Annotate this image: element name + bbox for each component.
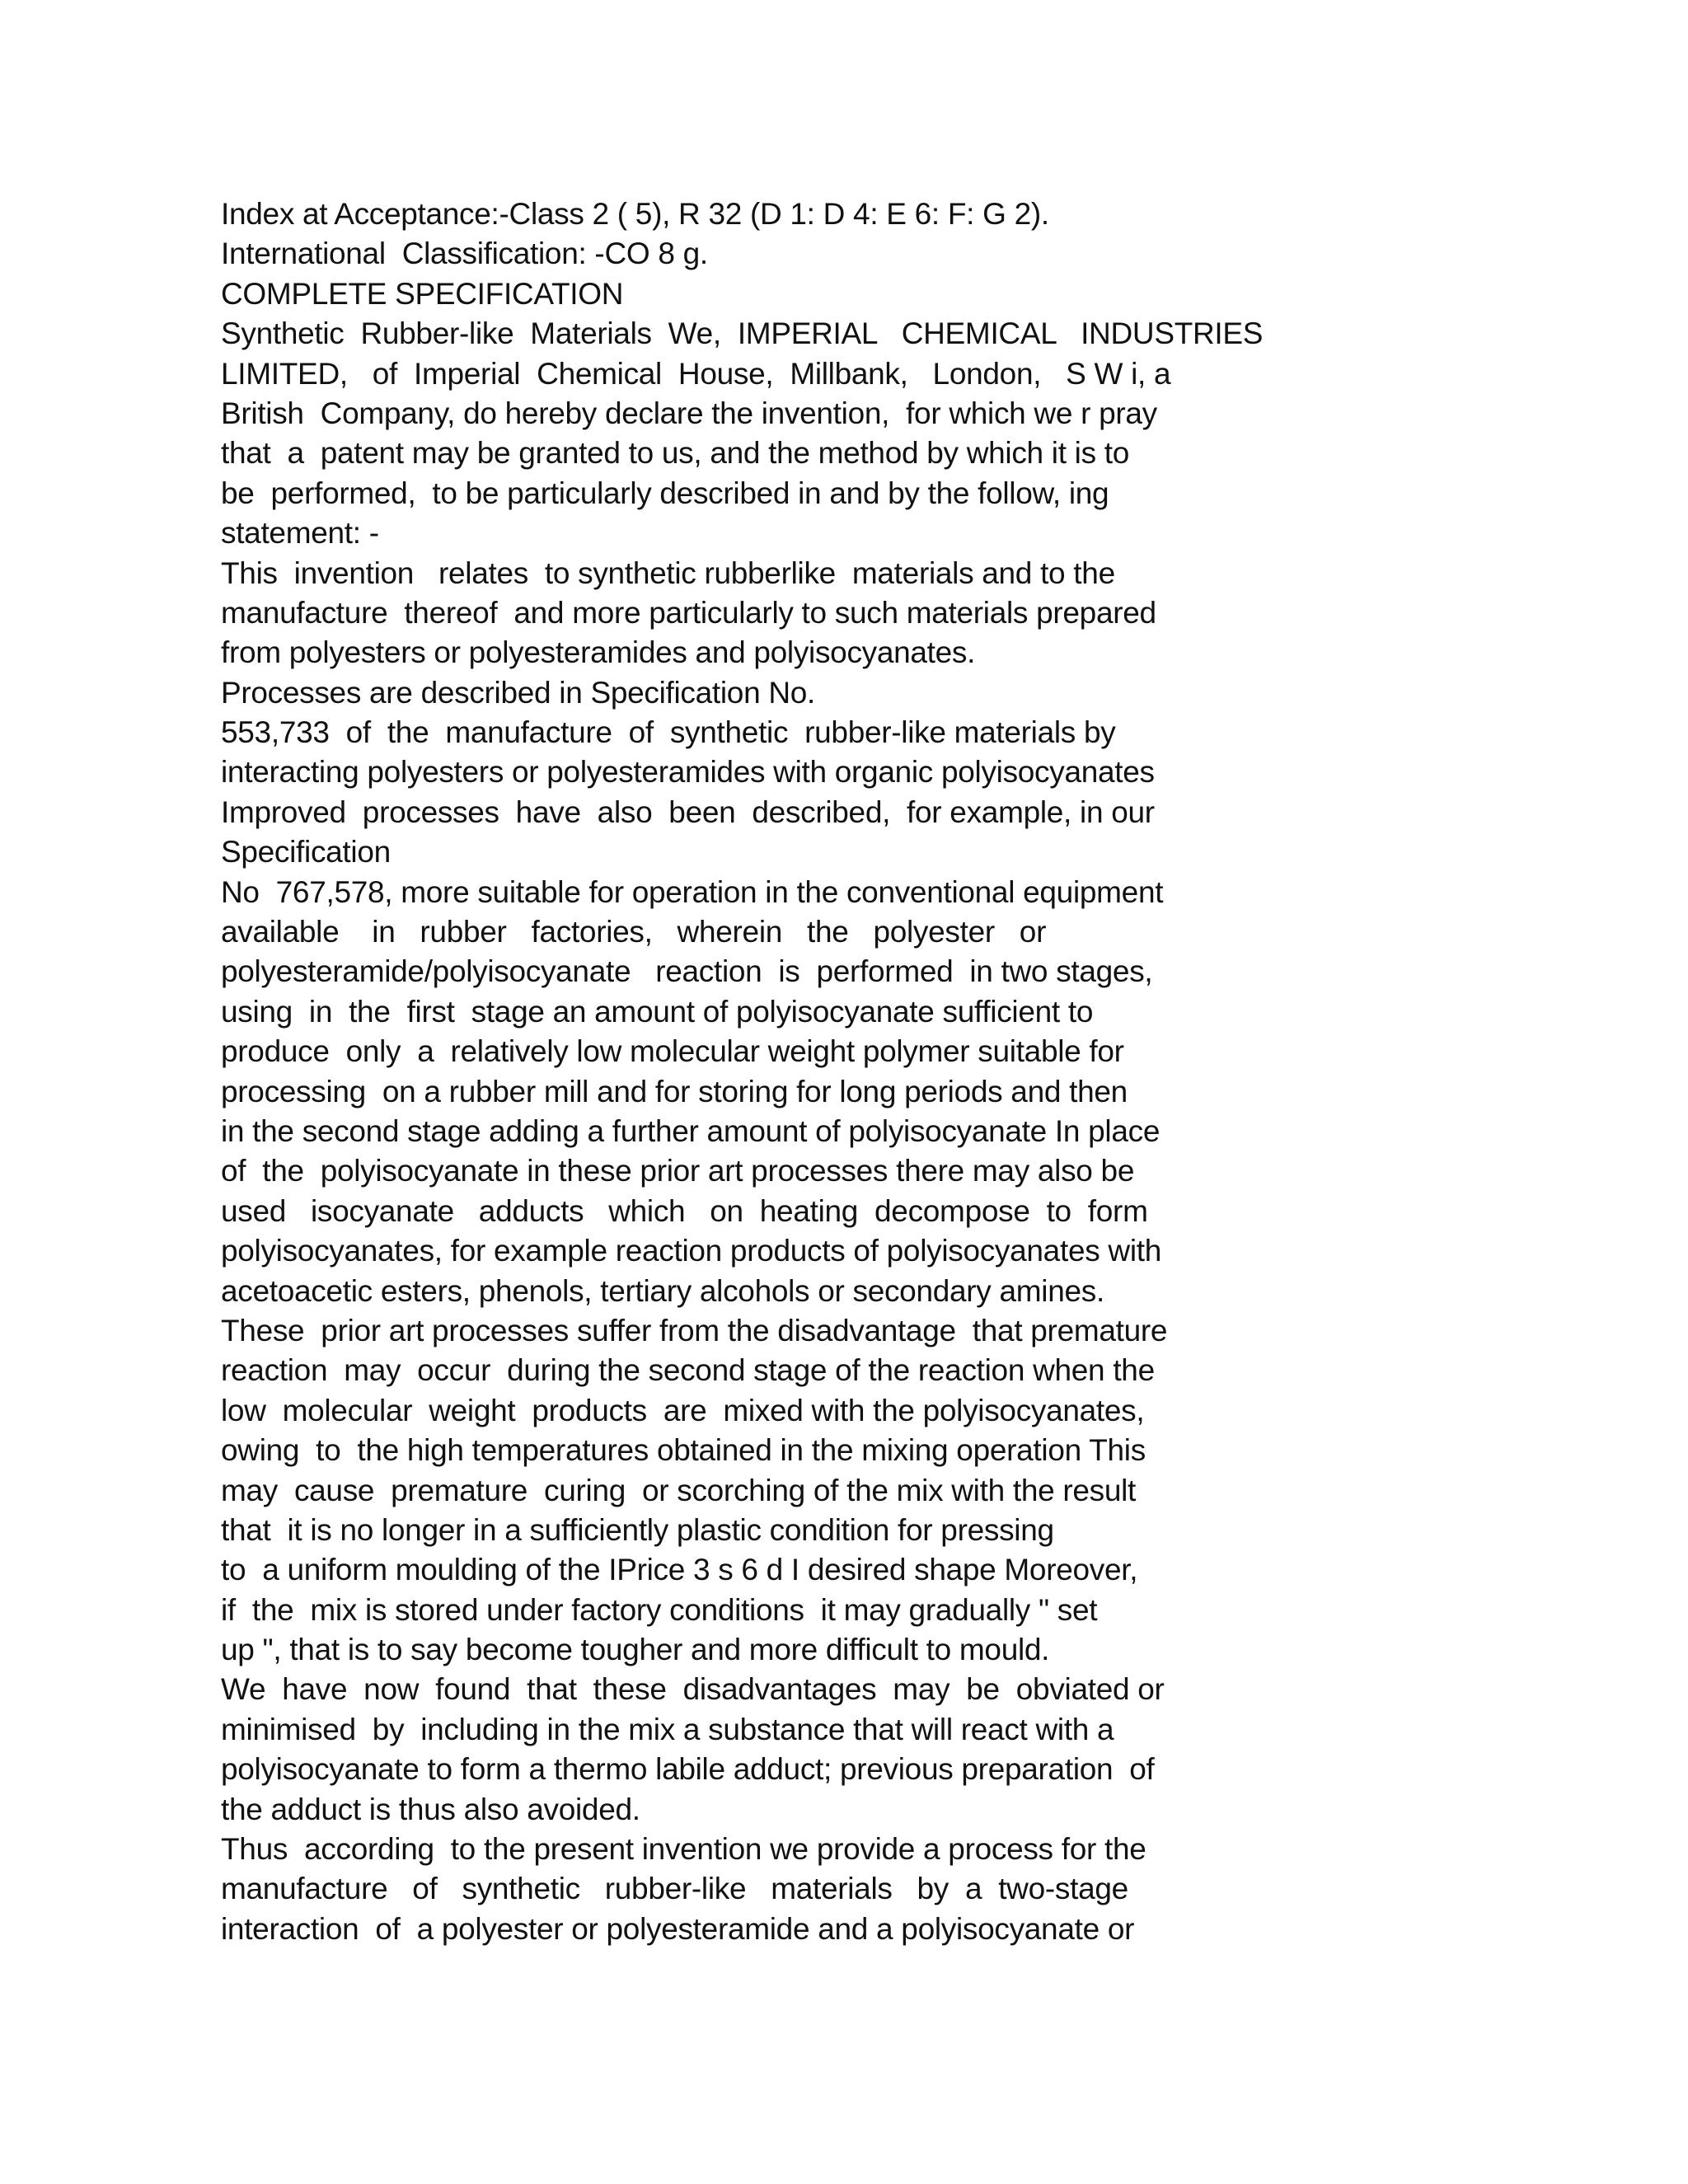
text-line: Index at Acceptance:-Class 2 ( 5), R 32 (D 1: D 4: E 6: F: G 2).	[221, 197, 1049, 231]
text-line: processing on a rubber mill and for storing for long periods and then	[221, 1074, 1128, 1108]
text-line: from polyesters or polyesteramides and polyisocyanates.	[221, 635, 976, 670]
text-line: up ", that is to say become tougher and more difficult to mould.	[221, 1633, 1050, 1667]
text-line: available in rubber factories, wherein the polyester or	[221, 915, 1047, 949]
text-line: the adduct is thus also avoided.	[221, 1792, 640, 1826]
text-line: that a patent may be granted to us, and the method by which it is to	[221, 436, 1130, 471]
text-line: This invention relates to synthetic rubberlike materials and to the	[221, 555, 1115, 590]
text-line: owing to the high temperatures obtained in the mixing operation This	[221, 1433, 1146, 1468]
text-line: may cause premature curing or scorching of the mix with the result	[221, 1473, 1137, 1507]
text-line: if the mix is stored under factory conditions it may gradually " set	[221, 1592, 1098, 1627]
text-line: No 767,578, more suitable for operation in the conventional equipment	[221, 874, 1164, 909]
text-line: statement: -	[221, 516, 379, 551]
text-line: interaction of a polyester or polyesteramide and a polyisocyanate or	[221, 1911, 1135, 1946]
text-line: manufacture of synthetic rubber-like materials by a two-stage	[221, 1872, 1128, 1906]
text-line: Improved processes have also been described, for example, in our	[221, 794, 1155, 829]
text-line: produce only a relatively low molecular weight polymer suitable for	[221, 1034, 1124, 1069]
text-line: of the polyisocyanate in these prior art processes there may also be	[221, 1154, 1135, 1188]
text-line: LIMITED, of Imperial Chemical House, Millbank, London, S W i, a	[221, 356, 1171, 391]
text-line: COMPLETE SPECIFICATION	[221, 276, 624, 311]
text-line: that it is no longer in a sufficiently plastic condition for pressing	[221, 1512, 1054, 1547]
text-line: We have now found that these disadvantages may be obviated or	[221, 1672, 1165, 1707]
text-line: low molecular weight products are mixed with the polyisocyanates,	[221, 1393, 1145, 1427]
text-line: used isocyanate adducts which on heating decompose to form	[221, 1193, 1148, 1228]
text-line: minimised by including in the mix a substance that will react with a	[221, 1712, 1114, 1746]
text-line: polyisocyanates, for example reaction products of polyisocyanates with	[221, 1234, 1161, 1268]
text-line: Specification	[221, 835, 391, 869]
text-line: manufacture thereof and more particularly to such materials prepared	[221, 595, 1156, 630]
text-line: acetoacetic esters, phenols, tertiary alcohols or secondary amines.	[221, 1273, 1104, 1308]
text-line: 553,733 of the manufacture of synthetic rubber-like materials by	[221, 715, 1116, 750]
text-line: Synthetic Rubber-like Materials We, IMPERIAL CHEMICAL INDUSTRIES	[221, 316, 1264, 351]
text-line: Processes are described in Specification No.	[221, 675, 816, 710]
document-body	[221, 194, 1573, 1949]
text-line: These prior art processes suffer from the disadvantage that premature	[221, 1313, 1168, 1347]
text-line: using in the first stage an amount of polyisocyanate sufficient to	[221, 994, 1094, 1029]
text-line: reaction may occur during the second stage of the reaction when the	[221, 1353, 1155, 1388]
text-line: be performed, to be particularly described in and by the follow, ing	[221, 476, 1109, 510]
text-line: polyisocyanate to form a thermo labile adduct; previous preparation of	[221, 1752, 1155, 1787]
text-line: British Company, do hereby declare the invention, for which we r pray	[221, 396, 1157, 430]
text-line: in the second stage adding a further amount of polyisocyanate In place	[221, 1113, 1160, 1148]
text-line: Thus according to the present invention we provide a process for the	[221, 1832, 1146, 1867]
text-line: International Classification: -CO 8 g.	[221, 237, 708, 271]
text-line: polyesteramide/polyisocyanate reaction is performed in two stages,	[221, 954, 1153, 989]
text-line: to a uniform moulding of the IPrice 3 s 6 d I desired shape Moreover,	[221, 1553, 1138, 1587]
text-line: interacting polyesters or polyesteramides with organic polyisocyanates	[221, 755, 1155, 790]
